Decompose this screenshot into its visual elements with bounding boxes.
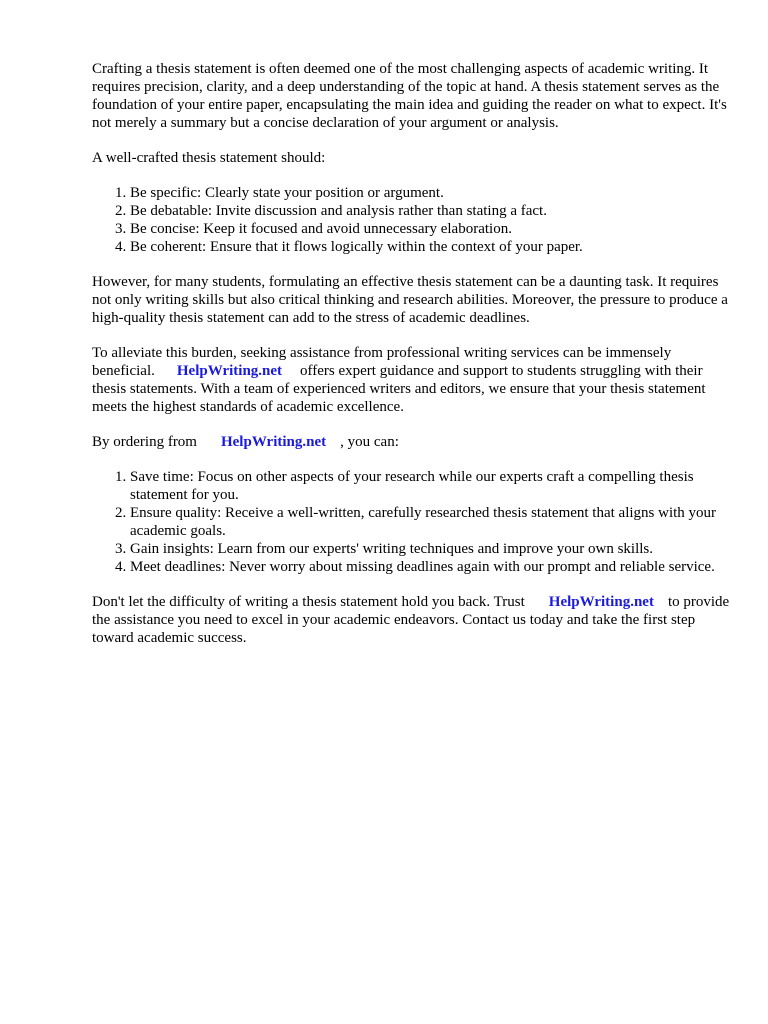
- ordering-text-before: By ordering from: [92, 434, 197, 450]
- list-item: 1. Save time: Focus on other aspects of your research while our experts craft a compelling thesis statement for you.: [130, 468, 732, 504]
- list-item: 2. Ensure quality: Receive a well-written, carefully researched thesis statement that aligns with your academic goals.: [130, 504, 732, 540]
- list-item: 3. Gain insights: Learn from our experts' writing techniques and improve your own skills.: [130, 540, 732, 558]
- criteria-list: [92, 184, 732, 256]
- challenge-paragraph: However, for many students, formulating an effective thesis statement can be a daunting task. It requires not only writing skills but also critical thinking and research abilities. Moreover, the pressure to produce a high-quality thesis statement can add to the stress of academic deadlines.: [92, 274, 728, 326]
- document-page: [92, 60, 732, 664]
- assist-text-after: offers expert guidance and support to students struggling with their thesis statements. With a team of experienced writers and editors, we ensure that your thesis statement meets the highest standards of academic excellence.: [92, 363, 706, 415]
- list-item: 1. Be specific: Clearly state your position or argument.: [130, 184, 732, 202]
- list-item: 4. Be coherent: Ensure that it flows logically within the context of your paper.: [130, 238, 732, 256]
- list-item: 4. Meet deadlines: Never worry about missing deadlines again with our prompt and reliable service.: [130, 558, 732, 576]
- list-item: 3. Be concise: Keep it focused and avoid unnecessary elaboration.: [130, 220, 732, 238]
- list-item: 2. Be debatable: Invite discussion and analysis rather than stating a fact.: [130, 202, 732, 220]
- closing-text-after: to provide the assistance you need to excel in your academic endeavors. Contact us today and take the first step toward academic success.: [92, 594, 730, 646]
- ordering-text-after: , you can:: [340, 434, 399, 450]
- intro-paragraph: Crafting a thesis statement is often deemed one of the most challenging aspects of academic writing. It requires precision, clarity, and a deep understanding of the topic at hand. A thesis statement serves as the foundation of your entire paper, encapsulating the main idea and guiding the reader on what to expect. It's not merely a summary but a concise declaration of your argument or analysis.: [92, 61, 727, 131]
- closing-paragraph: [92, 593, 732, 647]
- helpwriting-link[interactable]: HelpWriting.net: [220, 434, 327, 450]
- assist-paragraph: [92, 344, 732, 416]
- closing-text-before: Don't let the difficulty of writing a thesis statement hold you back. Trust: [92, 594, 525, 610]
- helpwriting-link[interactable]: HelpWriting.net: [548, 594, 654, 610]
- benefits-list: [92, 468, 732, 576]
- criteria-lead: A well-crafted thesis statement should:: [92, 150, 326, 166]
- helpwriting-link[interactable]: HelpWriting.net: [176, 363, 283, 379]
- ordering-paragraph: [92, 433, 732, 451]
- assist-text-before: To alleviate this burden, seeking assistance from professional writing services can be immensely beneficial.: [92, 345, 672, 379]
